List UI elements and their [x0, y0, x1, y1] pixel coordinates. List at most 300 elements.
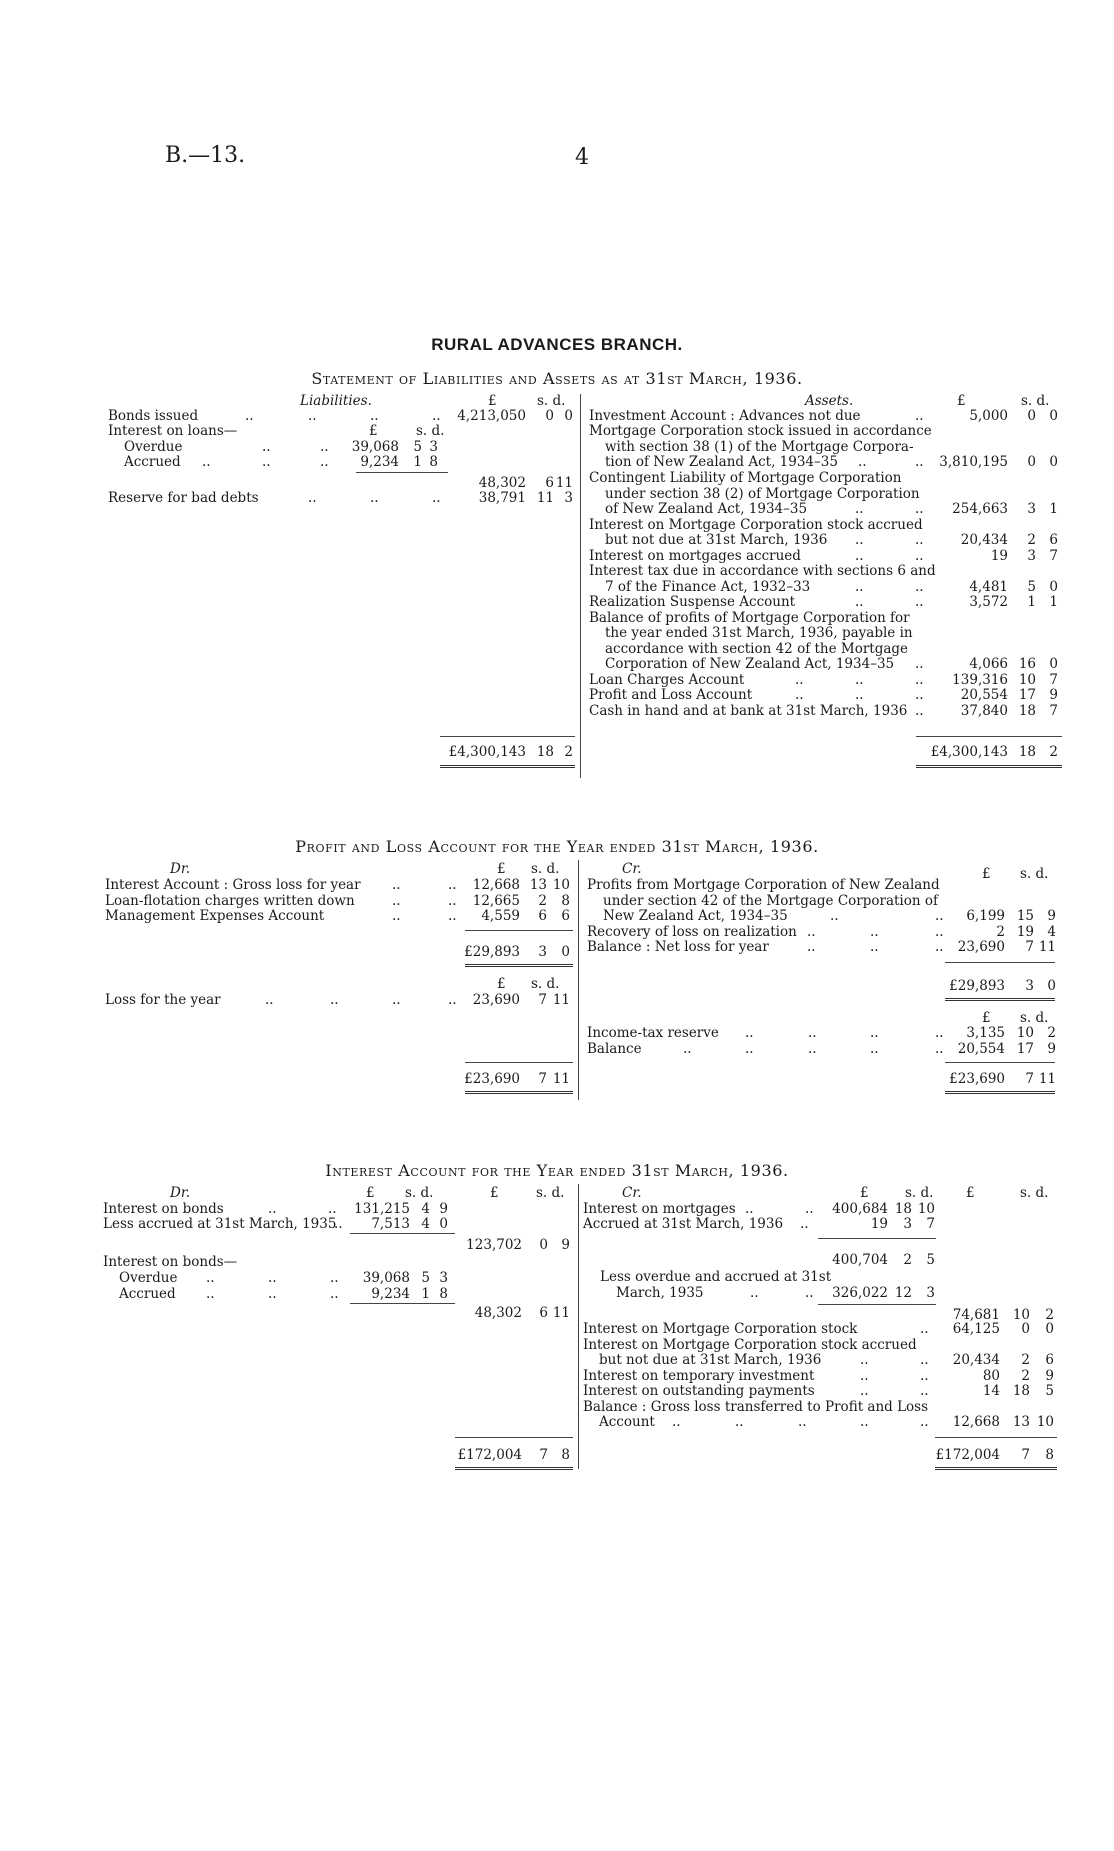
- int-less-d: 0: [439, 1216, 448, 1232]
- int-bonds-d: 9: [439, 1201, 448, 1217]
- asset-d: 7: [1049, 703, 1058, 719]
- leader: ..: [870, 1041, 879, 1057]
- asset-amount: 20,554: [960, 687, 1008, 703]
- rule: [935, 1437, 1057, 1438]
- asset-label-line: tion of New Zealand Act, 1934–35: [605, 454, 838, 470]
- pl-right-amount: 23,690: [957, 939, 1005, 955]
- leader: ..: [370, 490, 379, 506]
- double-rule: [440, 765, 575, 768]
- pl-right2-sd: s. d.: [1020, 1010, 1049, 1026]
- rule: [916, 736, 1062, 737]
- liab-reserve-d: 3: [564, 490, 573, 506]
- pl-total2-left: £23,690: [464, 1071, 520, 1087]
- liabilities-heading: Liabilities.: [300, 393, 372, 409]
- int-right-s: 2: [1021, 1368, 1030, 1384]
- int-divider: [578, 1184, 579, 1469]
- asset-label-line: Cash in hand and at bank at 31st March, 1936: [589, 703, 908, 719]
- asset-label-line: Interest tax due in accordance with sections 6 and: [589, 563, 936, 579]
- asset-s: 1: [1027, 594, 1036, 610]
- double-rule: [455, 1467, 573, 1470]
- stmt-total-right-d: 2: [1049, 744, 1058, 760]
- leader: ..: [268, 1270, 277, 1286]
- int-right-s: 2: [1021, 1352, 1030, 1368]
- liab-overdue-s: 5: [413, 439, 422, 455]
- leader: ..: [860, 1414, 869, 1430]
- pl-loss-amount: 23,690: [472, 992, 520, 1008]
- pl-left-s: 13: [529, 877, 547, 893]
- liab-pound-header: £: [488, 393, 497, 409]
- asset-label-line: Investment Account : Advances not due: [589, 408, 861, 424]
- int-sub-d: 5: [926, 1252, 935, 1268]
- pl-right-amount: 6,199: [966, 908, 1005, 924]
- int-acc36-label: Accrued at 31st March, 1936: [583, 1216, 784, 1232]
- int-right-d: 10: [1036, 1414, 1054, 1430]
- leader: ..: [915, 532, 924, 548]
- int-total-right-d: 8: [1045, 1447, 1054, 1463]
- leader: ..: [860, 1352, 869, 1368]
- leader: ..: [206, 1286, 215, 1302]
- pl-left-d: 10: [552, 877, 570, 893]
- liab-reserve-label: Reserve for bad debts: [108, 490, 259, 506]
- pl-right2-s: 10: [1016, 1025, 1034, 1041]
- pl-divider: [578, 860, 579, 1100]
- int-bonds-net-s: 0: [539, 1237, 548, 1253]
- int-total-left-d: 8: [561, 1447, 570, 1463]
- leader: ..: [855, 548, 864, 564]
- pl-right-d: 4: [1047, 924, 1056, 940]
- pl-total1-left-s: 3: [538, 944, 547, 960]
- asset-d: 0: [1049, 408, 1058, 424]
- leader: ..: [807, 939, 816, 955]
- asset-amount: 254,663: [952, 501, 1008, 517]
- int-netmort-amount: 74,681: [952, 1307, 1000, 1323]
- pl-total1-right: £29,893: [949, 978, 1005, 994]
- leader: ..: [432, 408, 441, 424]
- int-bonds-s: 4: [421, 1201, 430, 1217]
- asset-label-line: Balance of profits of Mortgage Corporation for: [589, 610, 910, 626]
- pl-total1-left: £29,893: [464, 944, 520, 960]
- leader: ..: [920, 1383, 929, 1399]
- rule: [818, 1304, 936, 1305]
- leader: ..: [915, 672, 924, 688]
- int-bonds-total-d: 11: [552, 1305, 570, 1321]
- leader: ..: [370, 408, 379, 424]
- leader: ..: [202, 454, 211, 470]
- int-lessod-line: Less overdue and accrued at 31st: [600, 1269, 832, 1285]
- int-right-line: Interest on outstanding payments: [583, 1383, 815, 1399]
- int-right-line: Balance : Gross loss transferred to Profit and Loss: [583, 1399, 929, 1415]
- int-right-s: 18: [1012, 1383, 1030, 1399]
- pl-left-label: Management Expenses Account: [105, 908, 325, 924]
- asset-amount: 37,840: [960, 703, 1008, 719]
- asset-label-line: Interest on Mortgage Corporation stock accrued: [589, 517, 923, 533]
- asset-d: 6: [1049, 532, 1058, 548]
- int-overdue-s: 5: [421, 1270, 430, 1286]
- page-number: 4: [575, 145, 589, 170]
- asset-label-line: Corporation of New Zealand Act, 1934–35: [605, 656, 895, 672]
- int-right-sd-b: s. d.: [1020, 1185, 1049, 1201]
- asset-amount: 139,316: [952, 672, 1008, 688]
- leader: ..: [745, 1041, 754, 1057]
- assets-sd-header: s. d.: [1021, 393, 1050, 409]
- int-bonds-amount: 131,215: [354, 1201, 410, 1217]
- leader: ..: [308, 490, 317, 506]
- asset-amount: 19: [990, 548, 1008, 564]
- leader: ..: [860, 1383, 869, 1399]
- pl-left-amount: 4,559: [481, 908, 520, 924]
- int-cr: Cr.: [622, 1185, 642, 1201]
- leader: ..: [206, 1270, 215, 1286]
- asset-d: 0: [1049, 656, 1058, 672]
- asset-label-line: Realization Suspense Account: [589, 594, 796, 610]
- pl-right2-pound: £: [982, 1010, 991, 1026]
- asset-s: 3: [1027, 501, 1036, 517]
- leader: ..: [870, 939, 879, 955]
- leader: ..: [915, 703, 924, 719]
- pl-right-line: Recovery of loss on realization: [587, 924, 797, 940]
- leader: ..: [328, 1201, 337, 1217]
- assets-heading: Assets.: [805, 393, 854, 409]
- int-sub-s: 2: [903, 1252, 912, 1268]
- int-bonds-total: 48,302: [474, 1305, 522, 1321]
- leader: ..: [320, 439, 329, 455]
- leader: ..: [915, 594, 924, 610]
- pl-right2-s: 17: [1016, 1041, 1034, 1057]
- asset-s: 5: [1027, 579, 1036, 595]
- int-right-line: Account: [599, 1414, 655, 1430]
- pl-total2-left-d: 11: [552, 1071, 570, 1087]
- int-right-line: Interest on temporary investment: [583, 1368, 815, 1384]
- leader: ..: [262, 439, 271, 455]
- stmt-total-right: £4,300,143: [930, 744, 1008, 760]
- liab-accrued-s: 1: [413, 454, 422, 470]
- pl-total2-right-d: 11: [1038, 1071, 1056, 1087]
- section-title: RURAL ADVANCES BRANCH.: [431, 335, 683, 354]
- int-right-d: 0: [1045, 1321, 1054, 1337]
- rule: [440, 736, 575, 737]
- asset-label-line: with section 38 (1) of the Mortgage Corpora-: [605, 439, 914, 455]
- asset-amount: 4,066: [969, 656, 1008, 672]
- rule: [945, 1062, 1055, 1063]
- leader: ..: [448, 877, 457, 893]
- rule: [818, 1238, 936, 1239]
- pl-left-label: Interest Account : Gross loss for year: [105, 877, 361, 893]
- int-left-sd-b: s. d.: [536, 1185, 565, 1201]
- int-accrued-d: 8: [439, 1286, 448, 1302]
- rule: [455, 1437, 573, 1438]
- liab-bonds-d: 0: [564, 408, 573, 424]
- pl-left-s: 6: [538, 908, 547, 924]
- pl-right2-amount: 3,135: [966, 1025, 1005, 1041]
- int-bonds-net: 123,702: [466, 1237, 522, 1253]
- asset-d: 7: [1049, 548, 1058, 564]
- int-overdue-label: Overdue: [119, 1270, 178, 1286]
- leader: ..: [855, 672, 864, 688]
- asset-amount: 5,000: [969, 408, 1008, 424]
- int-lessod-amount: 326,022: [832, 1285, 888, 1301]
- asset-label-line: under section 38 (2) of Mortgage Corporation: [605, 486, 920, 502]
- rule: [465, 930, 573, 931]
- liab-interest-total: 48,302: [478, 475, 526, 491]
- stmt-divider: [580, 394, 581, 778]
- asset-s: 3: [1027, 548, 1036, 564]
- leader: ..: [330, 1286, 339, 1302]
- leader: ..: [830, 908, 839, 924]
- int-heading: Interest Account for the Year ended 31st March, 1936.: [325, 1161, 789, 1180]
- int-total-left-s: 7: [539, 1447, 548, 1463]
- int-mort-d: 10: [917, 1201, 935, 1217]
- stmt-total-left-d: 2: [564, 744, 573, 760]
- asset-amount: 4,481: [969, 579, 1008, 595]
- pl-cr: Cr.: [622, 861, 642, 877]
- leader: ..: [448, 992, 457, 1008]
- pl-right-d: 9: [1047, 908, 1056, 924]
- leader: ..: [855, 594, 864, 610]
- stmt-total-left: £4,300,143: [448, 744, 526, 760]
- int-right-s: 0: [1021, 1321, 1030, 1337]
- liab-accrued-amount: 9,234: [360, 454, 399, 470]
- int-right-sd-a: s. d.: [905, 1185, 934, 1201]
- leader: ..: [672, 1414, 681, 1430]
- leader: ..: [920, 1352, 929, 1368]
- leader: ..: [262, 454, 271, 470]
- rule: [350, 1233, 455, 1234]
- asset-label-line: 7 of the Finance Act, 1932–33: [605, 579, 811, 595]
- leader: ..: [915, 579, 924, 595]
- asset-s: 2: [1027, 532, 1036, 548]
- rule: [356, 472, 448, 473]
- liab-bonds-amount: 4,213,050: [457, 408, 526, 424]
- double-rule: [465, 1091, 573, 1094]
- leader: ..: [392, 893, 401, 909]
- pl-right2-d: 9: [1047, 1041, 1056, 1057]
- pl-left-amount: 12,665: [472, 893, 520, 909]
- int-accrued-s: 1: [421, 1286, 430, 1302]
- int-lessod-s: 12: [894, 1285, 912, 1301]
- leader: ..: [795, 672, 804, 688]
- asset-label-line: the year ended 31st March, 1936, payable in: [605, 625, 913, 641]
- pl-left-sd: s. d.: [531, 861, 560, 877]
- pl-total2-left-s: 7: [538, 1071, 547, 1087]
- pl-right-line: Profits from Mortgage Corporation of New Zealand: [587, 877, 940, 893]
- int-right-pound-b: £: [966, 1185, 975, 1201]
- leader: ..: [807, 924, 816, 940]
- leader: ..: [798, 1414, 807, 1430]
- pl-left-d: 6: [561, 908, 570, 924]
- pl-right-s: 19: [1016, 924, 1034, 940]
- asset-label-line: accordance with section 42 of the Mortgage: [605, 641, 909, 657]
- asset-s: 18: [1018, 703, 1036, 719]
- asset-s: 0: [1027, 454, 1036, 470]
- int-acc36-d: 7: [926, 1216, 935, 1232]
- liab-overdue-d: 3: [429, 439, 438, 455]
- leader: ..: [805, 1201, 814, 1217]
- asset-s: 17: [1018, 687, 1036, 703]
- double-rule: [916, 765, 1062, 768]
- leader: ..: [800, 1216, 809, 1232]
- asset-amount: 3,810,195: [939, 454, 1008, 470]
- int-total-left: £172,004: [457, 1447, 522, 1463]
- leader: ..: [920, 1414, 929, 1430]
- int-right-pound-a: £: [860, 1185, 869, 1201]
- asset-d: 0: [1049, 579, 1058, 595]
- leader: ..: [448, 893, 457, 909]
- int-bonds-net-d: 9: [561, 1237, 570, 1253]
- asset-label-line: Profit and Loss Account: [589, 687, 753, 703]
- asset-label-line: Interest on mortgages accrued: [589, 548, 801, 564]
- leader: ..: [448, 908, 457, 924]
- asset-s: 10: [1018, 672, 1036, 688]
- leader: ..: [915, 687, 924, 703]
- pl-loss-sd: s. d.: [531, 976, 560, 992]
- int-overdue-amount: 39,068: [362, 1270, 410, 1286]
- leader: ..: [320, 454, 329, 470]
- int-total-right-s: 7: [1021, 1447, 1030, 1463]
- pl-right-pound: £: [982, 866, 991, 882]
- leader: ..: [920, 1321, 929, 1337]
- int-overdue-d: 3: [439, 1270, 448, 1286]
- pl-right-line: Balance : Net loss for year: [587, 939, 769, 955]
- pl-right-d: 11: [1038, 939, 1056, 955]
- liab-interest-label: Interest on loans—: [108, 423, 238, 439]
- pl-total1-right-s: 3: [1025, 978, 1034, 994]
- asset-d: 1: [1049, 594, 1058, 610]
- int-onbonds-label: Interest on bonds—: [103, 1254, 238, 1270]
- pl-left-pound: £: [497, 861, 506, 877]
- leader: ..: [392, 877, 401, 893]
- int-left-sd-a: s. d.: [405, 1185, 434, 1201]
- asset-d: 9: [1049, 687, 1058, 703]
- pl-left-label: Loan-flotation charges written down: [105, 893, 355, 909]
- leader: ..: [683, 1041, 692, 1057]
- int-accrued-label: Accrued: [119, 1286, 176, 1302]
- pl-left-d: 8: [561, 893, 570, 909]
- leader: ..: [870, 924, 879, 940]
- liab-interest-total-d: 11: [555, 475, 573, 491]
- leader: ..: [935, 1041, 944, 1057]
- int-right-amount: 12,668: [952, 1414, 1000, 1430]
- leader: ..: [935, 924, 944, 940]
- int-lessod-d: 3: [926, 1285, 935, 1301]
- int-bonds-label: Interest on bonds: [103, 1201, 224, 1217]
- pl-loss-pound: £: [497, 976, 506, 992]
- asset-label-line: Loan Charges Account: [589, 672, 745, 688]
- rule: [945, 962, 1055, 963]
- int-total-right: £172,004: [935, 1447, 1000, 1463]
- leader: ..: [935, 939, 944, 955]
- pl-right-sd: s. d.: [1020, 866, 1049, 882]
- leader: ..: [392, 992, 401, 1008]
- statement-heading: Statement of Liabilities and Assets as at 31st March, 1936.: [311, 369, 803, 388]
- int-right-s: 13: [1012, 1414, 1030, 1430]
- pl-total2-right: £23,690: [949, 1071, 1005, 1087]
- stmt-total-right-s: 18: [1018, 744, 1036, 760]
- liab-overdue-label: Overdue: [124, 439, 183, 455]
- pl-loss-s: 7: [538, 992, 547, 1008]
- rule: [465, 1062, 573, 1063]
- pl-right-s: 7: [1025, 939, 1034, 955]
- leader: ..: [392, 908, 401, 924]
- pl-total2-right-s: 7: [1025, 1071, 1034, 1087]
- leader: ..: [915, 501, 924, 517]
- pl-loss-label: Loss for the year: [105, 992, 221, 1008]
- leader: ..: [858, 454, 867, 470]
- leader: ..: [935, 1025, 944, 1041]
- asset-label-line: but not due at 31st March, 1936: [605, 532, 828, 548]
- int-less-amount: 7,513: [371, 1216, 410, 1232]
- leader: ..: [915, 454, 924, 470]
- leader: ..: [265, 992, 274, 1008]
- int-mort-s: 18: [894, 1201, 912, 1217]
- leader: ..: [915, 656, 924, 672]
- asset-label-line: Contingent Liability of Mortgage Corporation: [589, 470, 902, 486]
- pl-loss-d: 11: [552, 992, 570, 1008]
- leader: ..: [745, 1025, 754, 1041]
- asset-d: 0: [1049, 454, 1058, 470]
- int-sub-amount: 400,704: [832, 1252, 888, 1268]
- int-left-pound-b: £: [490, 1185, 499, 1201]
- int-right-amount: 80: [982, 1368, 1000, 1384]
- pl-right-s: 15: [1016, 908, 1034, 924]
- liab-bonds-label: Bonds issued: [108, 408, 199, 424]
- leader: ..: [805, 1285, 814, 1301]
- leader: ..: [268, 1286, 277, 1302]
- leader: ..: [334, 1216, 343, 1232]
- int-left-pound-a: £: [366, 1185, 375, 1201]
- liab-reserve-s: 11: [536, 490, 554, 506]
- pl-right2-label: Income-tax reserve: [587, 1025, 719, 1041]
- pl-right2-label: Balance: [587, 1041, 642, 1057]
- int-right-d: 5: [1045, 1383, 1054, 1399]
- int-netmort-s: 10: [1012, 1307, 1030, 1323]
- int-right-d: 9: [1045, 1368, 1054, 1384]
- page-reference: B.—13.: [165, 143, 246, 168]
- pl-right-line: under section 42 of the Mortgage Corporation of: [603, 893, 938, 909]
- leader: ..: [855, 532, 864, 548]
- pl-left-amount: 12,668: [472, 877, 520, 893]
- leader: ..: [750, 1285, 759, 1301]
- int-right-amount: 64,125: [952, 1321, 1000, 1337]
- pl-right2-d: 2: [1047, 1025, 1056, 1041]
- leader: ..: [915, 548, 924, 564]
- pl-total1-right-d: 0: [1047, 978, 1056, 994]
- leader: ..: [745, 1201, 754, 1217]
- int-right-amount: 14: [982, 1383, 1000, 1399]
- int-right-line: but not due at 31st March, 1936: [599, 1352, 822, 1368]
- asset-d: 1: [1049, 501, 1058, 517]
- int-right-amount: 20,434: [952, 1352, 1000, 1368]
- asset-label-line: Mortgage Corporation stock issued in accordance: [589, 423, 932, 439]
- pl-left-s: 2: [538, 893, 547, 909]
- pl-total1-left-d: 0: [561, 944, 570, 960]
- leader: ..: [308, 408, 317, 424]
- leader: ..: [935, 908, 944, 924]
- pl-heading: Profit and Loss Account for the Year ended 31st March, 1936.: [295, 837, 819, 856]
- pl-dr: Dr.: [170, 861, 191, 877]
- leader: ..: [855, 501, 864, 517]
- leader: ..: [920, 1368, 929, 1384]
- leader: ..: [808, 1041, 817, 1057]
- leader: ..: [860, 1368, 869, 1384]
- liab-sub-sd: s. d.: [416, 423, 445, 439]
- int-right-d: 6: [1045, 1352, 1054, 1368]
- int-accrued-amount: 9,234: [371, 1286, 410, 1302]
- double-rule: [935, 1467, 1057, 1470]
- asset-label-line: of New Zealand Act, 1934–35: [605, 501, 808, 517]
- int-dr: Dr.: [170, 1185, 191, 1201]
- asset-s: 0: [1027, 408, 1036, 424]
- int-mort-label: Interest on mortgages: [583, 1201, 736, 1217]
